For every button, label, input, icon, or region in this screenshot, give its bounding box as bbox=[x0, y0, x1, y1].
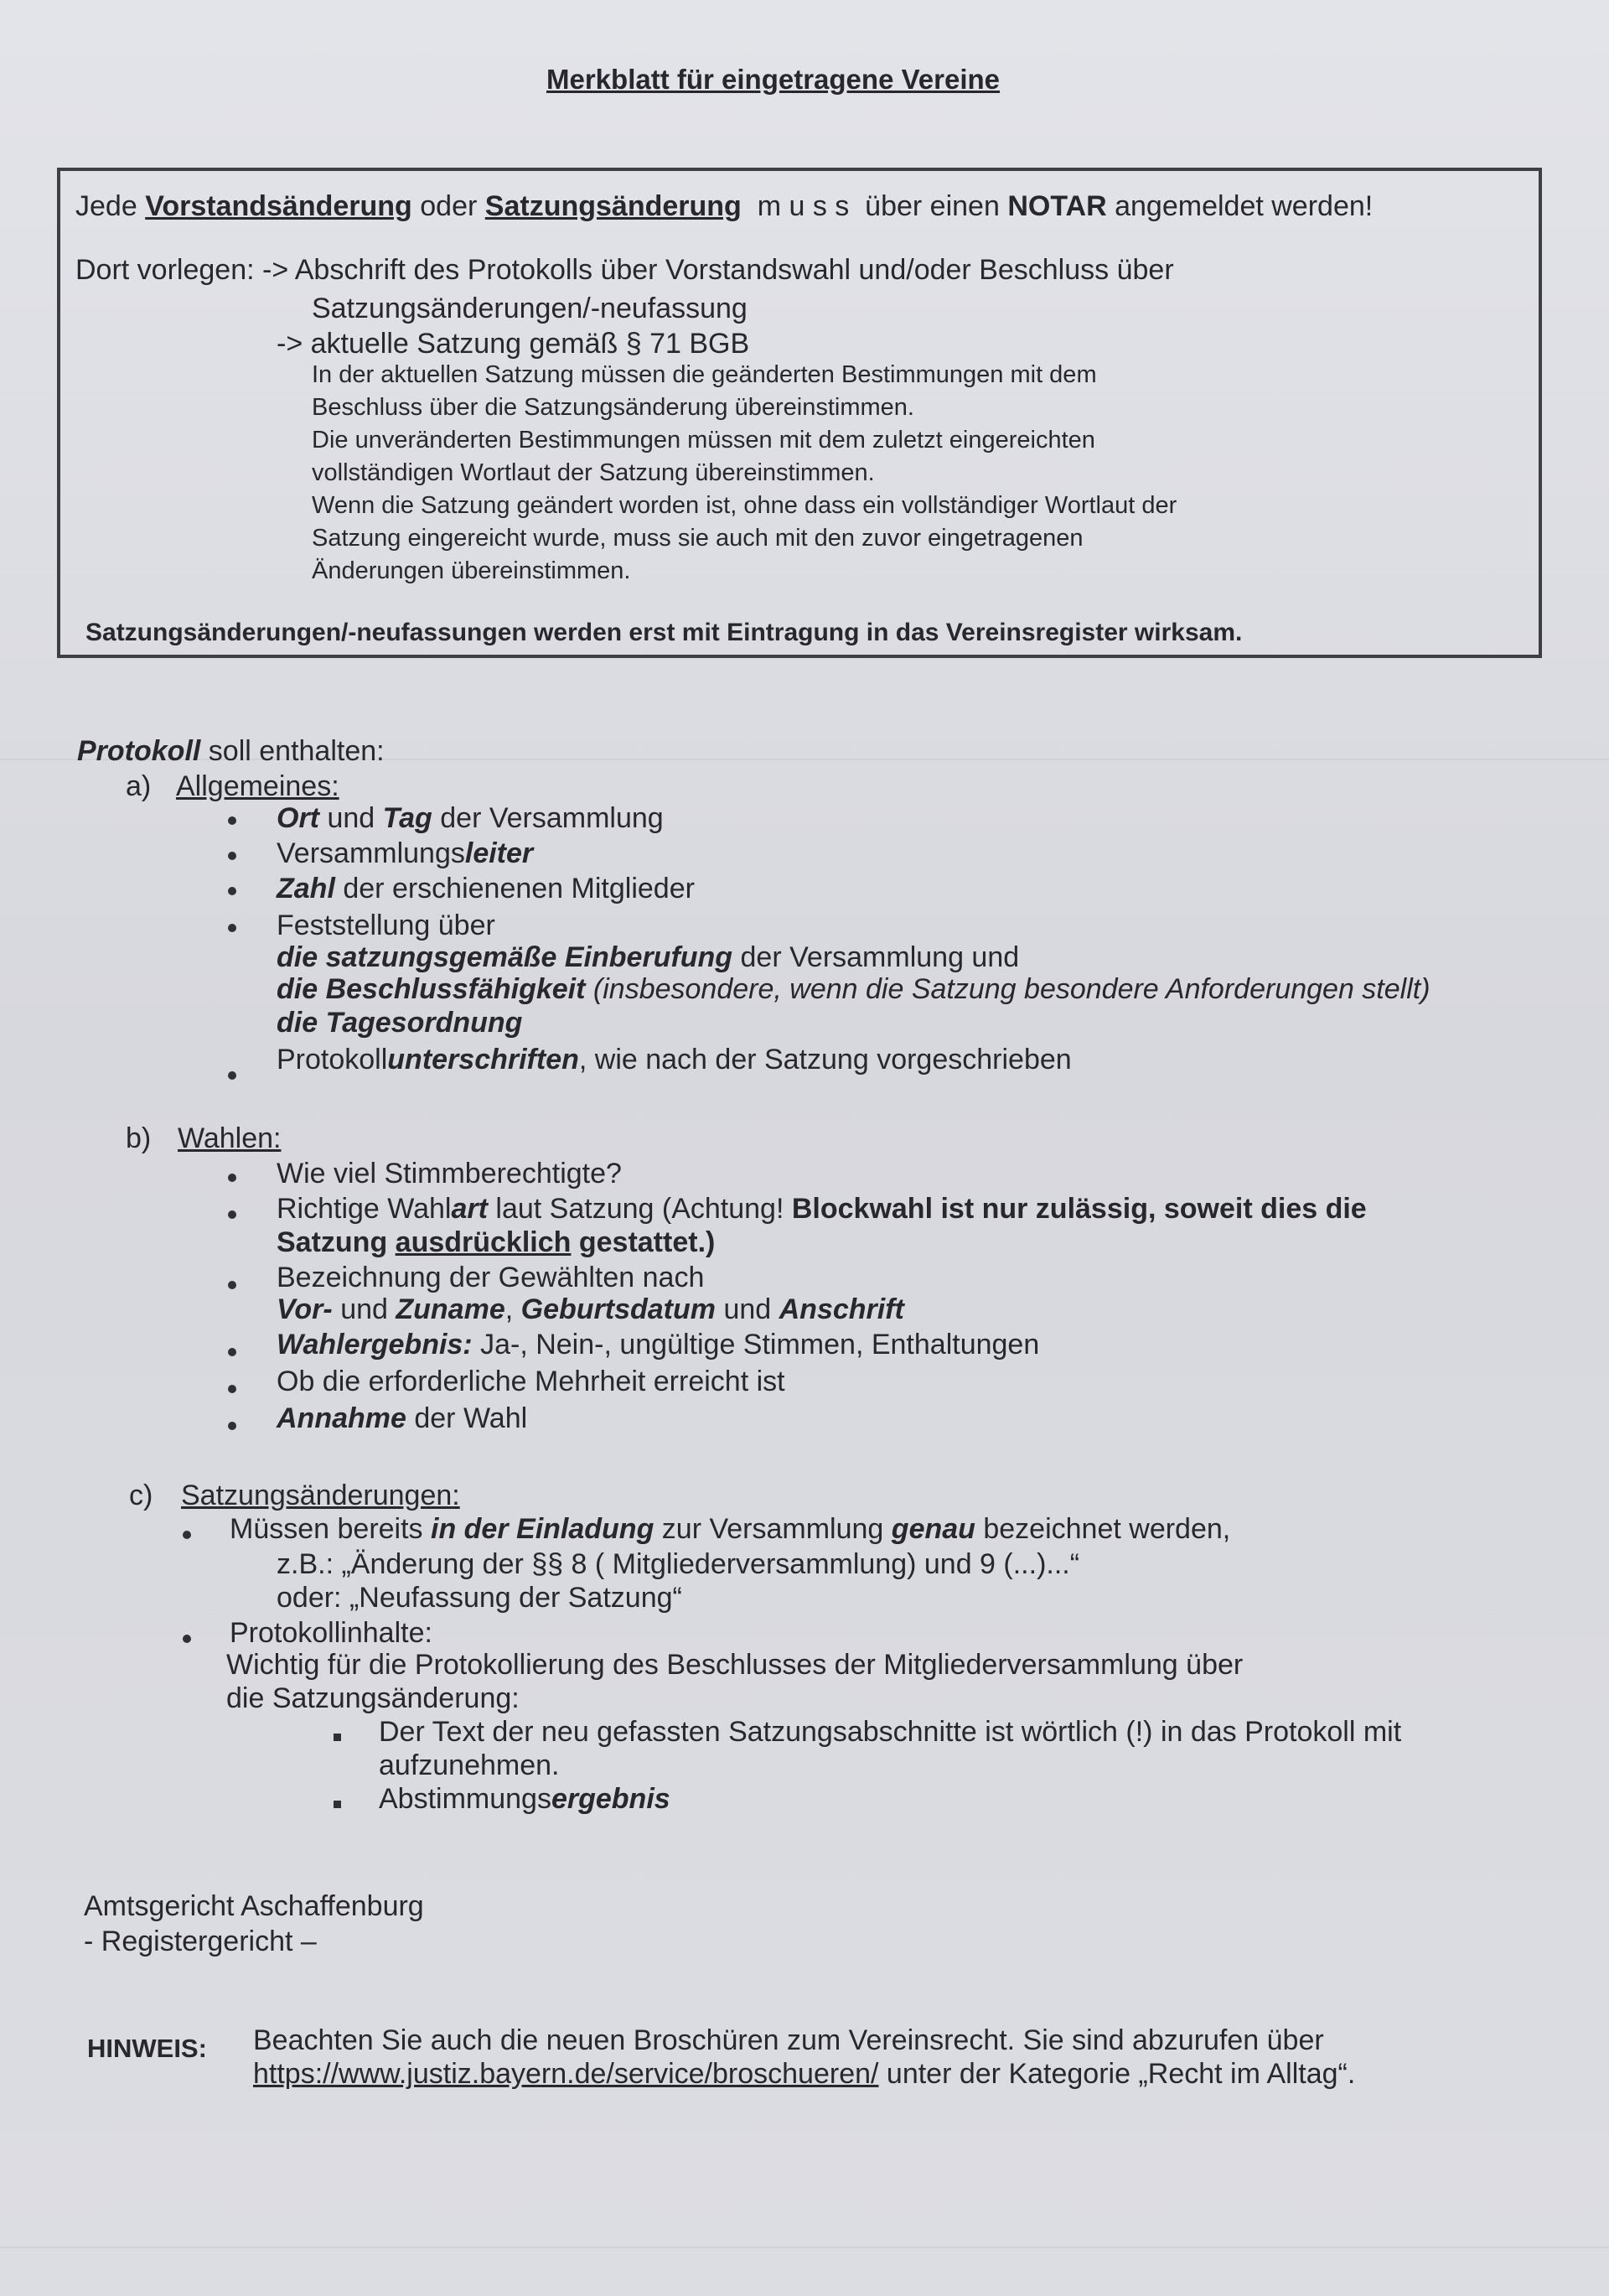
satz-item-1 bbox=[230, 1512, 1230, 1546]
text: und bbox=[319, 802, 383, 834]
allg-item-4-line-2 bbox=[277, 941, 1019, 974]
text: , bbox=[504, 1293, 521, 1325]
text: angemeldet werden! bbox=[1106, 190, 1374, 222]
court-name: Amtsgericht Aschaffenburg bbox=[84, 1890, 424, 1922]
bullet bbox=[228, 1210, 236, 1219]
satz-subitem-1-line-2: aufzunehmen. bbox=[379, 1749, 560, 1781]
wahl-item-6 bbox=[277, 1402, 527, 1435]
box-line-2: Dort vorlegen: -> Abschrift des Protokolls über Vorstandswahl und/oder Beschluss über bbox=[75, 254, 1174, 286]
allg-item-4-line-3 bbox=[277, 972, 1431, 1006]
text: Blockwahl ist nur zulässig, soweit dies die bbox=[791, 1193, 1367, 1225]
text: Ort bbox=[277, 802, 319, 834]
text: Annahme bbox=[277, 1402, 406, 1434]
box-small-5: Wenn die Satzung geändert worden ist, ohne dass ein vollständiger Wortlaut der bbox=[312, 492, 1177, 519]
text: Anschrift bbox=[779, 1293, 904, 1325]
text: leiter bbox=[464, 837, 534, 869]
text: Satzung bbox=[277, 1226, 396, 1258]
text: unterschriften bbox=[387, 1044, 579, 1075]
text: der Versammlung und bbox=[732, 941, 1020, 973]
text: Müssen bereits bbox=[230, 1513, 431, 1545]
allg-item-3 bbox=[277, 872, 695, 905]
text: Protokoll bbox=[277, 1044, 388, 1075]
bullet bbox=[183, 1531, 191, 1539]
bullet bbox=[228, 1422, 236, 1430]
square-bullet bbox=[334, 1734, 341, 1741]
text: Tag bbox=[382, 802, 432, 834]
text: Zuname bbox=[396, 1293, 505, 1325]
text: art bbox=[451, 1193, 488, 1225]
bullet bbox=[183, 1635, 191, 1643]
text: die satzungsgemäße Einberufung bbox=[277, 941, 733, 973]
satz-item-2-line-2: Wichtig für die Protokollierung des Beschlusses der Mitgliederversammlung über bbox=[226, 1649, 1244, 1681]
hinweis-line-1: Beachten Sie auch die neuen Broschüren zum Vereinsrecht. Sie sind abzurufen über bbox=[253, 2024, 1324, 2056]
allg-item-2 bbox=[277, 837, 533, 870]
text: laut Satzung (Achtung! bbox=[487, 1193, 792, 1225]
protokoll-heading bbox=[77, 734, 385, 768]
text: Abstimmungs bbox=[379, 1783, 551, 1815]
text: der Wahl bbox=[406, 1402, 528, 1434]
section-c-label: c) bbox=[129, 1480, 153, 1511]
bullet bbox=[228, 1281, 236, 1289]
section-a-heading: Allgemeines: bbox=[176, 770, 339, 802]
wahl-item-3: Bezeichnung der Gewählten nach bbox=[277, 1262, 705, 1293]
text: ergebnis bbox=[551, 1783, 670, 1815]
wahl-item-5: Ob die erforderliche Mehrheit erreicht ist bbox=[277, 1366, 785, 1397]
bullet bbox=[228, 887, 236, 895]
text: der Versammlung bbox=[432, 802, 664, 834]
text: Jede bbox=[75, 190, 146, 222]
text-vorstandsaenderung: Vorstandsänderung bbox=[145, 190, 412, 222]
text: Geburtsdatum bbox=[520, 1293, 716, 1325]
satz-subitem-2 bbox=[379, 1782, 670, 1816]
box-line-1 bbox=[75, 189, 1373, 223]
wahl-item-3-line-2 bbox=[277, 1293, 904, 1326]
box-small-1: In der aktuellen Satzung müssen die geänderten Bestimmungen mit dem bbox=[312, 361, 1097, 388]
section-a-label: a) bbox=[126, 770, 152, 802]
box-small-2: Beschluss über die Satzungsänderung übereinstimmen. bbox=[312, 394, 914, 421]
text: die Beschlussfähigkeit bbox=[277, 973, 586, 1005]
text: (insbesondere, wenn die Satzung besondere Anforderungen stellt) bbox=[585, 973, 1431, 1005]
wahl-item-2 bbox=[277, 1192, 1367, 1226]
text: Ja-, Nein-, ungültige Stimmen, Enthaltungen bbox=[472, 1329, 1040, 1360]
allg-item-1 bbox=[277, 801, 664, 835]
square-bullet bbox=[334, 1801, 341, 1808]
hinweis-label: HINWEIS: bbox=[87, 2034, 207, 2063]
text: unter der Kategorie „Recht im Alltag“. bbox=[878, 2058, 1356, 2090]
text: und bbox=[716, 1293, 779, 1325]
satz-item-2: Protokollinhalte: bbox=[230, 1617, 432, 1649]
box-small-7: Änderungen übereinstimmen. bbox=[312, 557, 631, 584]
satz-item-2-line-3: die Satzungsänderung: bbox=[226, 1682, 520, 1714]
box-small-6: Satzung eingereicht wurde, muss sie auch mit den zuvor eingetragenen bbox=[312, 525, 1084, 552]
text: soll enthalten: bbox=[200, 735, 385, 767]
section-b-label: b) bbox=[126, 1122, 152, 1154]
text: Wahlergebnis: bbox=[277, 1329, 473, 1360]
text: gestattet.) bbox=[571, 1226, 716, 1258]
box-line-3: Satzungsänderungen/-neufassung bbox=[312, 293, 748, 324]
allg-item-4-line-4: die Tagesordnung bbox=[277, 1007, 523, 1039]
bullet bbox=[228, 1385, 236, 1393]
satz-item-1-line-3: oder: „Neufassung der Satzung“ bbox=[277, 1582, 682, 1614]
broschueren-link[interactable]: https://www.justiz.bayern.de/service/broschueren/ bbox=[253, 2058, 879, 2090]
text: Richtige Wahl bbox=[277, 1193, 452, 1225]
text: genau bbox=[891, 1513, 975, 1545]
text: oder bbox=[411, 190, 485, 222]
text: der erschienenen Mitglieder bbox=[334, 873, 695, 904]
box-small-3: Die unveränderten Bestimmungen müssen mit dem zuletzt eingereichten bbox=[312, 427, 1095, 453]
wahl-item-2-line-2 bbox=[277, 1226, 715, 1259]
bullet bbox=[228, 1348, 236, 1356]
court-department: - Registergericht – bbox=[84, 1925, 317, 1957]
box-footer: Satzungsänderungen/-neufassungen werden erst mit Eintragung in das Vereinsregister wirksam. bbox=[85, 619, 1243, 646]
allg-item-4: Feststellung über bbox=[277, 910, 495, 941]
text-satzungsaenderung: Satzungsänderung bbox=[484, 190, 742, 222]
text: ausdrücklich bbox=[395, 1226, 572, 1258]
wahl-item-1: Wie viel Stimmberechtigte? bbox=[277, 1158, 622, 1189]
allg-item-5 bbox=[277, 1043, 1072, 1076]
wahl-item-4 bbox=[277, 1328, 1039, 1361]
section-c-heading: Satzungsänderungen: bbox=[181, 1480, 460, 1511]
text: bezeichnet werden, bbox=[975, 1513, 1231, 1545]
text: Protokoll bbox=[77, 735, 201, 767]
text: zur Versammlung bbox=[654, 1513, 892, 1545]
text: m u s s über einen bbox=[741, 190, 1008, 222]
satz-item-1-line-2: z.B.: „Änderung der §§ 8 ( Mitgliederversammlung) und 9 (...)...“ bbox=[277, 1548, 1080, 1580]
scan-fold bbox=[0, 2247, 1609, 2248]
text-notar: NOTAR bbox=[1007, 190, 1107, 222]
bullet bbox=[228, 852, 236, 860]
page-title: Merkblatt für eingetragene Vereine bbox=[546, 64, 1001, 95]
bullet bbox=[228, 1071, 236, 1080]
text: in der Einladung bbox=[431, 1513, 654, 1545]
bullet bbox=[228, 924, 236, 932]
text: Vor- bbox=[277, 1293, 333, 1325]
box-small-4: vollständigen Wortlaut der Satzung übereinstimmen. bbox=[312, 459, 875, 486]
bullet bbox=[228, 816, 236, 825]
box-line-4: -> aktuelle Satzung gemäß § 71 BGB bbox=[277, 328, 750, 360]
text: Versammlungs bbox=[277, 837, 465, 869]
text: Zahl bbox=[277, 873, 335, 904]
text: , wie nach der Satzung vorgeschrieben bbox=[578, 1044, 1072, 1075]
section-b-heading: Wahlen: bbox=[178, 1122, 282, 1154]
satz-subitem-1: Der Text der neu gefassten Satzungsabschnitte ist wörtlich (!) in das Protokoll mit bbox=[379, 1716, 1402, 1748]
bullet bbox=[228, 1174, 236, 1182]
text: und bbox=[332, 1293, 396, 1325]
hinweis-line-2 bbox=[253, 2057, 1355, 2091]
